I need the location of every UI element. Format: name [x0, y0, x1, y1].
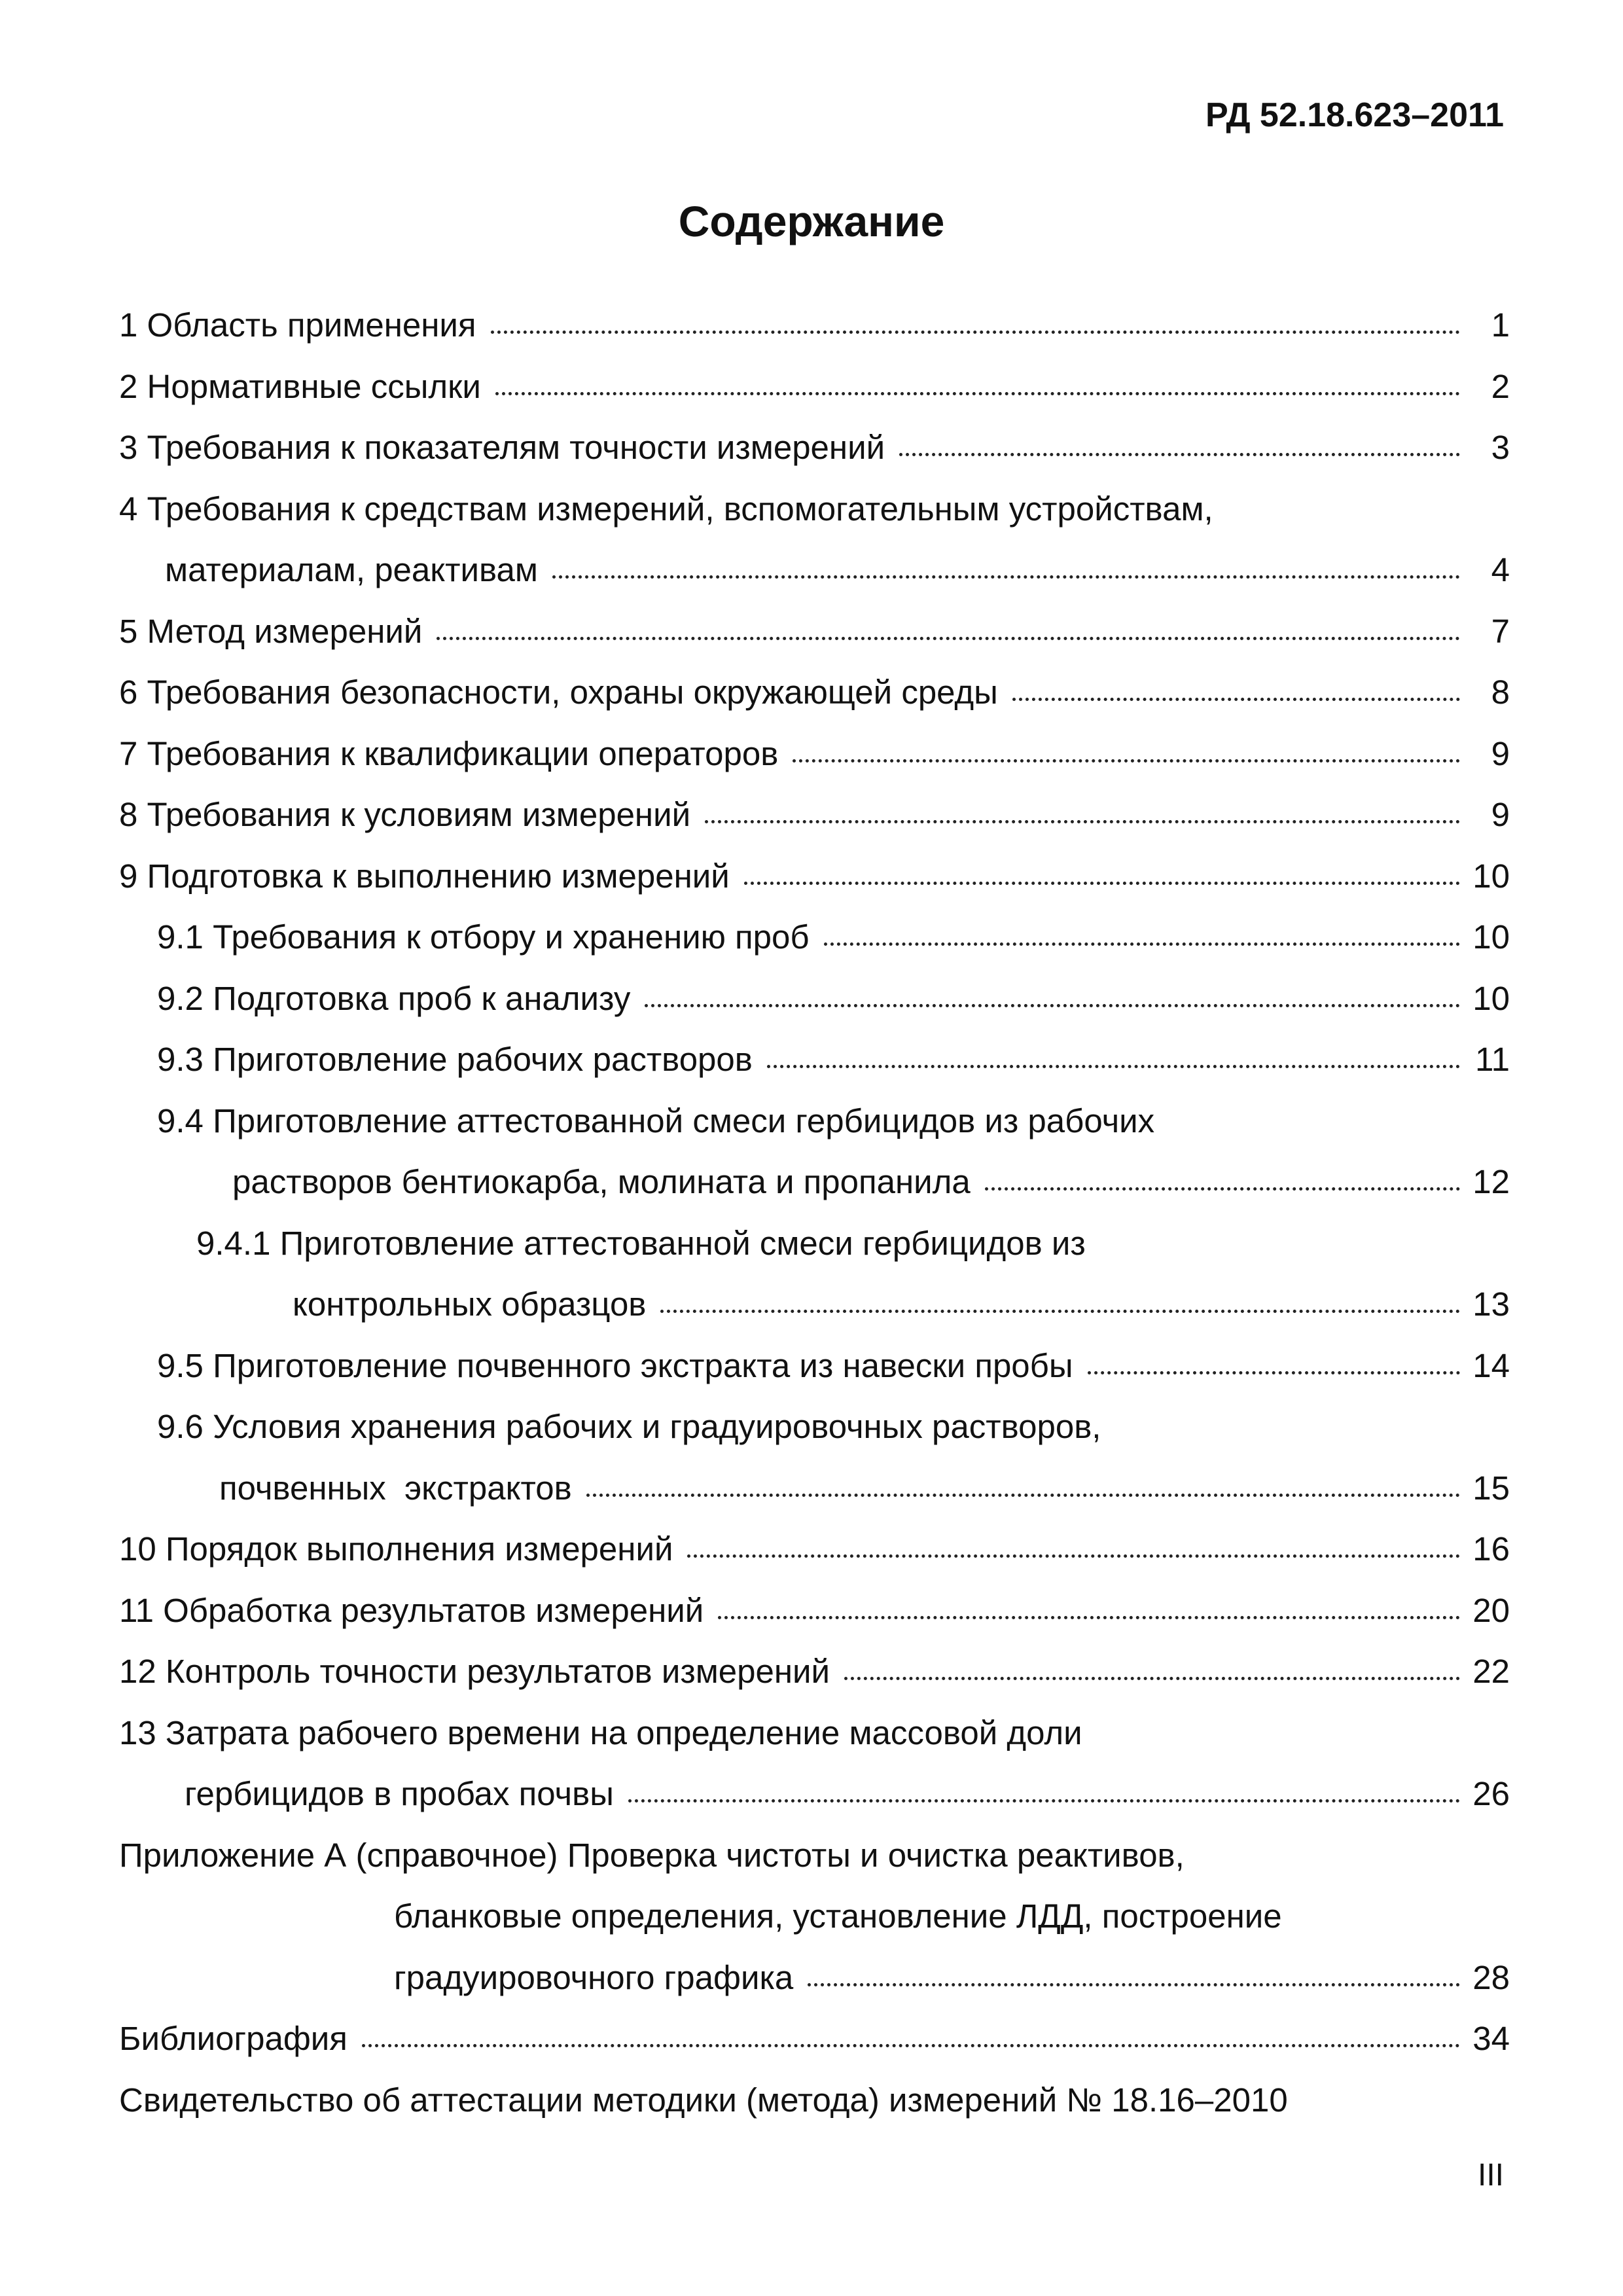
toc-subentry[interactable]	[119, 906, 1510, 968]
toc-bibliography-entry[interactable]	[119, 2008, 1510, 2070]
toc-page-number: 7	[1491, 612, 1510, 650]
dot-leader	[899, 453, 1460, 456]
toc-entry[interactable]	[119, 478, 1510, 601]
toc-page-number: 11	[1475, 1041, 1510, 1078]
dot-leader	[437, 637, 1460, 640]
dot-leader	[985, 1187, 1460, 1191]
toc-page-number: 20	[1472, 1591, 1510, 1629]
toc-page-number: 3	[1491, 429, 1510, 466]
toc-entry-text: 9.1 Требования к отбору и хранению проб	[157, 918, 810, 956]
toc-entry-text: 9.4 Приготовление аттестованной смеси гербицидов из рабочих	[157, 1102, 1155, 1139]
toc-page-number: 9	[1491, 796, 1510, 833]
dot-leader	[491, 331, 1460, 334]
toc-page-number: 13	[1472, 1285, 1510, 1323]
toc-page-number: 12	[1472, 1163, 1510, 1200]
toc-appendix-entry[interactable]	[119, 1825, 1510, 2009]
dot-leader	[824, 942, 1460, 946]
toc-page-number: 15	[1472, 1469, 1510, 1507]
toc-subentry[interactable]	[119, 1090, 1510, 1213]
toc-entry-text-continued: гербицидов в пробах почвы	[185, 1775, 614, 1812]
toc-entry-text: 12 Контроль точности результатов измерений	[119, 1653, 830, 1690]
dot-leader	[844, 1677, 1460, 1680]
toc-entry-text-continued: бланковые определения, установление ЛДД, построение	[394, 1897, 1282, 1935]
toc-entry[interactable]	[119, 784, 1510, 846]
toc-entry-text: 9.3 Приготовление рабочих растворов	[157, 1041, 753, 1078]
toc-entry-text: 9.4.1 Приготовление аттестованной смеси гербицидов из	[196, 1224, 1086, 1262]
toc-title: Содержание	[678, 197, 945, 245]
toc-entry[interactable]	[119, 1518, 1510, 1580]
toc-subentry[interactable]	[119, 1029, 1510, 1090]
toc-entry-text: 9.6 Условия хранения рабочих и градуировочных растворов,	[157, 1408, 1101, 1445]
toc-subsubentry[interactable]	[119, 1213, 1510, 1335]
toc-entry-text: 13 Затрата рабочего времени на определение массовой доли	[119, 1713, 1082, 1751]
toc-page-number: 34	[1472, 2020, 1510, 2057]
toc-page-number: 26	[1472, 1775, 1510, 1812]
dot-leader	[660, 1310, 1460, 1313]
toc-entry-text: 1 Область применения	[119, 306, 476, 344]
dot-leader	[744, 882, 1460, 885]
toc-page-number: 22	[1472, 1653, 1510, 1690]
dot-leader	[767, 1065, 1460, 1068]
dot-leader	[1012, 698, 1460, 701]
toc-entry-text: 9 Подготовка к выполнению измерений	[119, 857, 730, 895]
toc-entry-text: Свидетельство об аттестации методики (метода) измерений № 18.16–2010	[119, 2081, 1288, 2119]
dot-leader	[645, 1004, 1460, 1007]
toc-page-number: 28	[1472, 1958, 1510, 1996]
toc-entry-text: 4 Требования к средствам измерений, вспомогательным устройствам,	[119, 490, 1213, 528]
toc-entry-text: 11 Обработка результатов измерений	[119, 1591, 704, 1629]
toc-page-number: 9	[1491, 734, 1510, 772]
toc-entry-text-continued: материалам, реактивам	[165, 551, 538, 588]
toc-subentry[interactable]	[119, 968, 1510, 1030]
document-code: РД 52.18.623–2011	[1205, 96, 1504, 134]
dot-leader	[808, 1983, 1460, 1986]
toc-entry-text: 5 Метод измерений	[119, 612, 423, 650]
toc-entry-text: 2 Нормативные ссылки	[119, 367, 481, 405]
toc-entry[interactable]	[119, 1641, 1510, 1702]
dot-leader	[586, 1494, 1460, 1497]
toc-certificate-entry[interactable]	[119, 2070, 1510, 2131]
toc-page-number: 1	[1491, 306, 1510, 344]
toc-page-number: 8	[1491, 673, 1510, 711]
toc-entry[interactable]	[119, 356, 1510, 418]
toc-page-number: 10	[1472, 979, 1510, 1017]
dot-leader	[495, 392, 1460, 395]
toc-page-number: 10	[1472, 918, 1510, 956]
toc-entry[interactable]	[119, 1580, 1510, 1641]
dot-leader	[552, 575, 1460, 579]
toc-entry-text: 8 Требования к условиям измерений	[119, 796, 691, 833]
toc-entry[interactable]	[119, 295, 1510, 356]
dot-leader	[1088, 1371, 1460, 1374]
toc-entry-text: 3 Требования к показателям точности измерений	[119, 429, 885, 466]
toc-entry[interactable]	[119, 417, 1510, 478]
toc-entry-text: Библиография	[119, 2020, 348, 2057]
toc-entry-text: 6 Требования безопасности, охраны окружающей среды	[119, 673, 998, 711]
toc-entry-text-continued: почвенных экстрактов	[219, 1469, 572, 1507]
toc-entry[interactable]	[119, 601, 1510, 662]
toc-entry[interactable]	[119, 723, 1510, 785]
page-number: III	[1477, 2158, 1504, 2193]
toc-page-number: 4	[1491, 551, 1510, 588]
toc-page-number: 16	[1472, 1530, 1510, 1568]
toc-entry-text: 9.2 Подготовка проб к анализу	[157, 979, 631, 1017]
toc-subentry[interactable]	[119, 1335, 1510, 1397]
toc-entry-text-continued: градуировочного графика	[394, 1958, 794, 1996]
toc-page-number: 14	[1472, 1346, 1510, 1384]
dot-leader	[362, 2044, 1460, 2047]
toc-page-number: 10	[1472, 857, 1510, 895]
toc-page-number: 2	[1491, 367, 1510, 405]
toc-entry[interactable]	[119, 1702, 1510, 1825]
toc-entry[interactable]	[119, 846, 1510, 907]
toc-entry-text: 9.5 Приготовление почвенного экстракта из навески пробы	[157, 1346, 1073, 1384]
toc-entry-text-continued: контрольных образцов	[293, 1285, 647, 1323]
dot-leader	[705, 820, 1460, 823]
dot-leader	[628, 1799, 1460, 1803]
toc-entry-text: Приложение А (справочное) Проверка чистоты и очистка реактивов,	[119, 1836, 1185, 1874]
table-of-contents	[119, 295, 1510, 2130]
toc-entry-text: 7 Требования к квалификации операторов	[119, 734, 779, 772]
toc-entry[interactable]	[119, 662, 1510, 723]
dot-leader	[793, 759, 1460, 762]
toc-subentry[interactable]	[119, 1396, 1510, 1518]
dot-leader	[687, 1554, 1460, 1558]
dot-leader	[718, 1616, 1460, 1619]
toc-entry-text-continued: растворов бентиокарба, молината и пропанила	[232, 1163, 971, 1200]
toc-entry-text: 10 Порядок выполнения измерений	[119, 1530, 673, 1568]
